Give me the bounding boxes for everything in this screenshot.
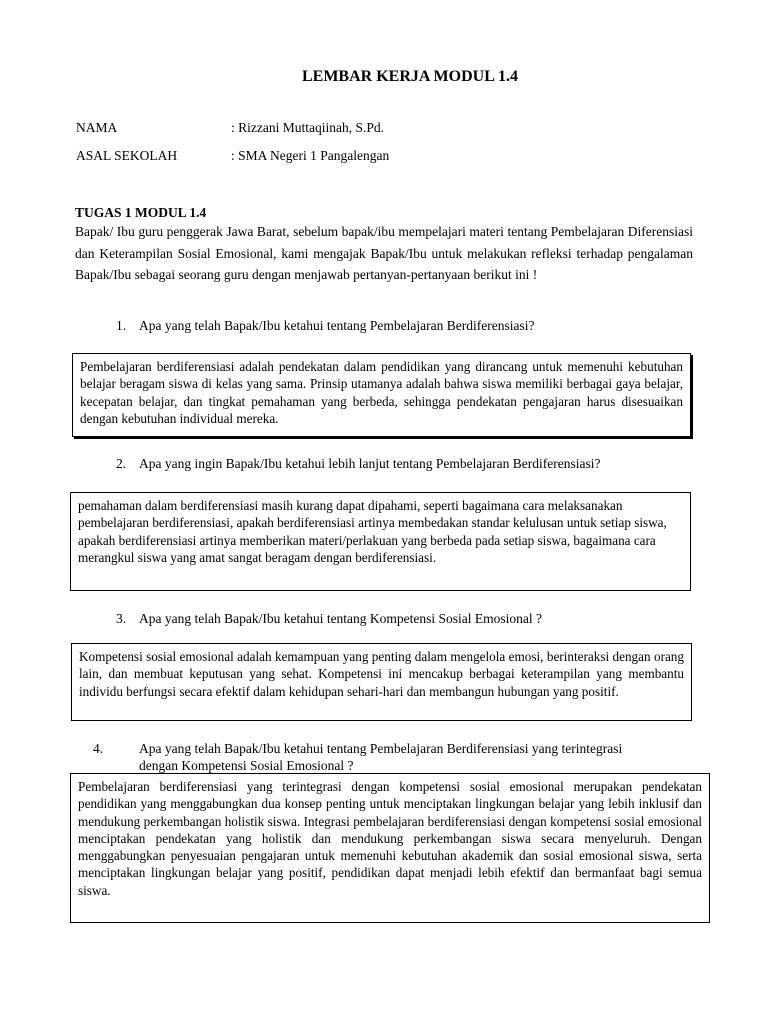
name-label: NAMA xyxy=(76,120,118,135)
school-label: ASAL SEKOLAH xyxy=(76,148,178,163)
question-number: 3. xyxy=(116,611,127,626)
question-text: Apa yang telah Bapak/Ibu ketahui tentang Kompetensi Sosial Emosional ? xyxy=(139,611,543,626)
question-number: 2. xyxy=(116,456,127,471)
question-number: 4. xyxy=(93,741,104,756)
section-title: TUGAS 1 MODUL 1.4 xyxy=(75,205,207,220)
answer-box-3: Kompetensi sosial emosional adalah kemampuan yang penting dalam mengelola emosi, berinteraksi dengan orang lain, dan membuat keputusan yang sehat. Kompetensi ini mencakup berbagai keterampilan yang membantu individu berfungsi secara efektif dalam kehidupan sehari-hari dan membangun hubungan yang positif. xyxy=(71,643,692,721)
answer-box-4: Pembelajaran berdiferensiasi yang terintegrasi dengan kompetensi sosial emosional merupakan pendekatan pendidikan yang menggabungkan dua konsep penting untuk menciptakan lingkungan belajar yang lebih inklusif dan mendukung perkembangan holistik siswa. Integrasi pembelajaran berdiferensiasi dengan kompetensi sosial emosional menciptakan pendekatan yang holistik dan mendukung perkembangan siswa secara menyeluruh. Dengan menggabungkan penyesuaian pengajaran untuk memenuhi kebutuhan akademik dan sosial emosional siswa, serta menciptakan lingkungan belajar yang positif, pendidikan dapat menjadi lebih efektif dan bermanfaat bagi semua siswa. xyxy=(70,773,710,923)
name-value: : Rizzani Muttaqiinah, S.Pd. xyxy=(231,120,384,135)
answer-box-2: pemahaman dalam berdiferensiasi masih kurang dapat dipahami, seperti bagaimana cara melaksanakan pembelajaran berdiferensiasi, apakah berdiferensiasi artinya membedakan standar kelulusan untuk setiap siswa, apakah berdiferensiasi artinya memberikan materi/perlakuan yang berbeda pada setiap siswa, bagaimana cara merangkul siswa yang amat sangat beragam dengan berdiferensiasi. xyxy=(70,492,691,591)
page-title: LEMBAR KERJA MODUL 1.4 xyxy=(301,68,518,85)
school-value: : SMA Negeri 1 Pangalengan xyxy=(231,148,390,163)
question-text: Apa yang telah Bapak/Ibu ketahui tentang Pembelajaran Berdiferensiasi yang terintegrasi dengan Kompetensi Sosial Emosional ? xyxy=(139,741,623,773)
question-2 xyxy=(116,455,600,472)
question-3 xyxy=(116,610,542,627)
question-1 xyxy=(116,317,534,334)
question-text: Apa yang telah Bapak/Ibu ketahui tentang Pembelajaran Berdiferensiasi? xyxy=(139,318,535,333)
question-number: 1. xyxy=(116,318,127,333)
intro-paragraph: Bapak/ Ibu guru penggerak Jawa Barat, sebelum bapak/ibu mempelajari materi tentang Pembelajaran Diferensiasi dan Keterampilan Sosial Emosional, kami mengajak Bapak/Ibu untuk melakukan refleksi terhadap pengalaman Bapak/Ibu sebagai seorang guru dengan menjawab pertanyan-pertanyaan berikut ini ! xyxy=(75,224,693,282)
question-4 xyxy=(93,740,659,774)
question-text: Apa yang ingin Bapak/Ibu ketahui lebih lanjut tentang Pembelajaran Berdiferensiasi? xyxy=(139,456,601,471)
answer-box-1: Pembelajaran berdiferensiasi adalah pendekatan dalam pendidikan yang dirancang untuk memenuhi kebutuhan belajar beragam siswa di kelas yang sama. Prinsip utamanya adalah bahwa siswa memiliki berbagai gaya belajar, kecepatan belajar, dan tingkat pemahaman yang berbeda, sehingga pendekatan pengajaran harus disesuaikan dengan kebutuhan individual mereka. xyxy=(72,353,691,437)
info-row-name xyxy=(76,120,384,136)
info-row-school xyxy=(76,148,389,164)
